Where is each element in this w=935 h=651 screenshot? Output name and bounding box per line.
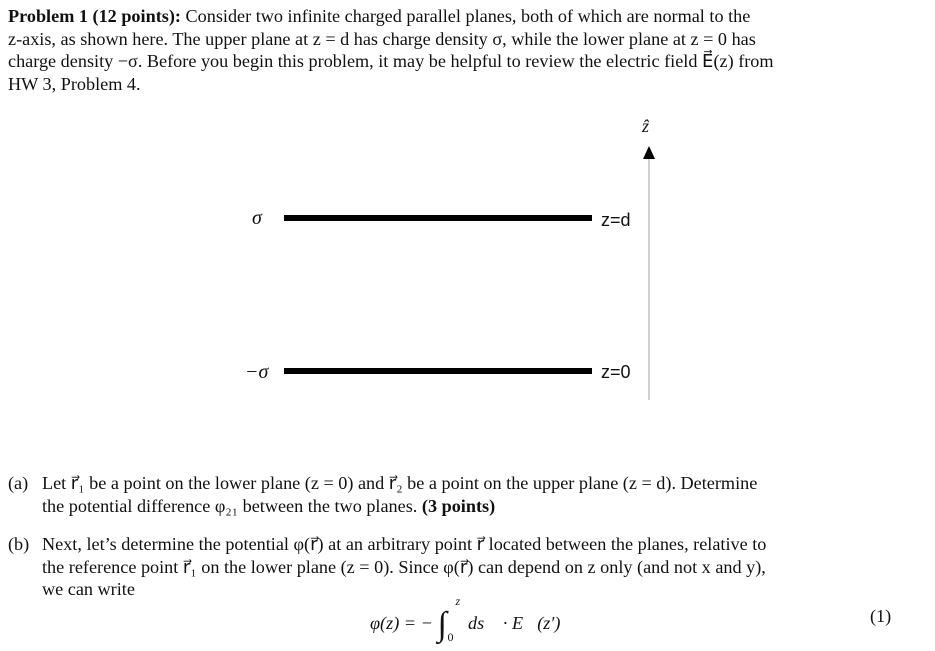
part-a: [8, 472, 896, 517]
z-axis-line: [648, 156, 650, 400]
upper-limit: z: [455, 594, 461, 608]
part-b: [8, 533, 896, 601]
z-axis-label: ẑ: [642, 116, 650, 136]
part-a-tag: (a): [8, 473, 29, 493]
integral-sign-icon: ∫: [437, 606, 447, 643]
equation-number: (1): [870, 606, 892, 626]
part-a-points: (3 points): [421, 495, 496, 516]
upper-plane: [284, 215, 592, 221]
lower-plane: [284, 368, 592, 374]
lower-charge-label: −σ: [245, 361, 269, 383]
intro-line-2: z-axis, as shown here. The upper plane at z = d has charge density σ, while the lower plane at z = 0 has: [8, 28, 756, 49]
part-b-line-3: we can write: [42, 579, 135, 599]
equation-lhs: φ(z) = −: [370, 613, 433, 633]
part-b-line-2: the reference point r⃗₁ on the lower plane (z = 0). Since φ(r⃗) can depend on z only (and not x and y),: [42, 556, 766, 577]
part-a-line-2: the potential difference φ₂₁ between the two planes.: [42, 495, 418, 516]
problem-intro: [8, 5, 896, 95]
equation-1: [370, 594, 561, 644]
part-b-line-1: Next, let’s determine the potential φ(r⃗) at an arbitrary point r⃗ located between the planes, relative to: [42, 534, 767, 554]
problem-heading: Problem 1 (12 points):: [8, 6, 181, 26]
z-axis-arrowhead: [643, 146, 655, 159]
upper-z-label: z=d: [601, 210, 631, 230]
upper-charge-label: σ: [252, 207, 262, 229]
lower-limit: 0: [447, 630, 454, 644]
equation-integrand: ds⃗ · E⃗(z′): [468, 613, 561, 633]
intro-line-4: HW 3, Problem 4.: [8, 73, 141, 94]
intro-line-3: charge density −σ. Before you begin this problem, it may be helpful to review the electric field E⃗(z) from: [8, 51, 774, 71]
part-b-tag: (b): [8, 534, 30, 554]
lower-z-label: z=0: [601, 362, 631, 382]
part-a-line-1: Let r⃗₁ be a point on the lower plane (z = 0) and r⃗₂ be a point on the upper plane (z = d). Determine: [42, 473, 758, 493]
intro-line-1: Consider two infinite charged parallel planes, both of which are normal to the: [185, 6, 751, 26]
